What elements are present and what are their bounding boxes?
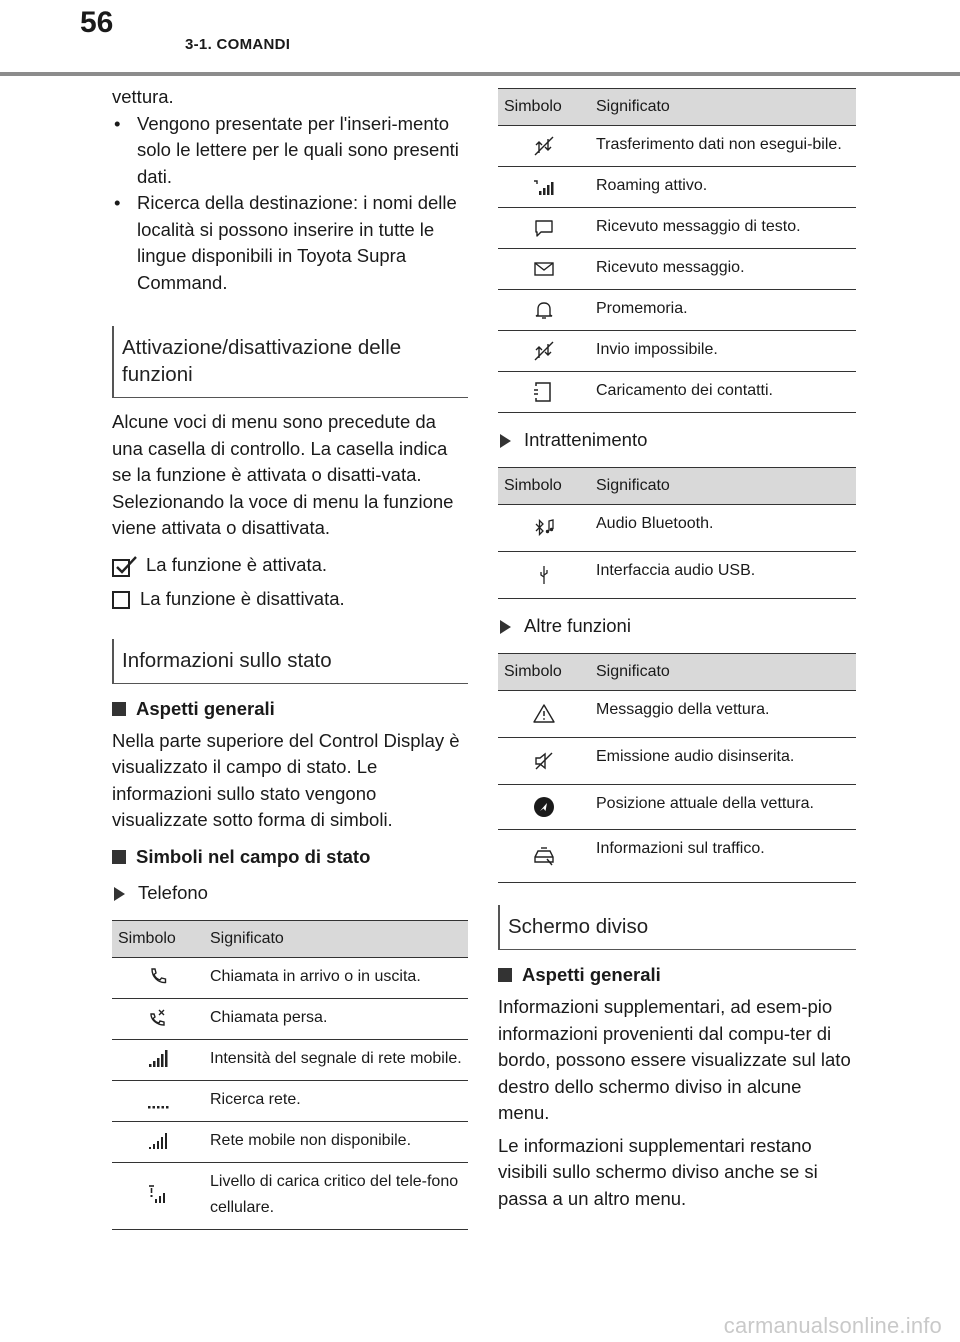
table-row: [498, 331, 856, 372]
network-search-icon: [146, 1088, 170, 1112]
meaning-cell: Intensità del segnale di rete mobile.: [204, 1039, 468, 1080]
column-header-symbol: Simbolo: [498, 468, 590, 505]
subheading-text: Aspetti generali: [522, 964, 661, 985]
right-column: [498, 88, 856, 1212]
bluetooth-audio-icon: [532, 516, 556, 540]
intro-text: vettura.: [112, 86, 174, 107]
meaning-cell: Interfaccia audio USB.: [590, 552, 856, 599]
phone-symbol-table-continued: [498, 88, 856, 413]
meaning-cell: Messaggio della vettura.: [590, 691, 856, 738]
phone-call-icon: [146, 965, 170, 989]
table-row: [498, 290, 856, 331]
phone-symbol-table: [112, 920, 468, 1230]
heading-activation: Attivazione/disattivazione delle funzioni: [112, 326, 468, 398]
table-row: [498, 830, 856, 883]
paragraph-split-info: Informazioni supplementari, ad esem-pio informazioni provenienti dal compu-ter di bordo, possono essere visualizzate sul lato destro dello schermo diviso in alcune menu.: [498, 996, 851, 1123]
category-text: Intrattenimento: [524, 429, 648, 450]
paragraph-checkbox-info: Alcune voci di menu sono precedute da una casella di controllo. La casella indica se la funzione è attivata o disatti-vata. Selezionando la voce di menu la funzione viene attivata o disattivata.: [112, 411, 454, 538]
subheading-text: Aspetti generali: [136, 697, 275, 719]
table-row: [112, 1039, 468, 1080]
meaning-cell: Posizione attuale della vettura.: [590, 785, 856, 830]
table-row: [498, 785, 856, 830]
category-other: [498, 613, 856, 639]
checked-row: [112, 552, 468, 579]
unchecked-row: [112, 586, 468, 613]
position-icon: [532, 795, 556, 819]
meaning-cell: Livello di carica critico del tele-fono cellulare.: [204, 1162, 468, 1229]
column-header-symbol: Simbolo: [498, 89, 590, 126]
checkbox-checked-icon: [112, 555, 138, 577]
subheading-text: Simboli nel campo di stato: [136, 845, 371, 867]
table-row: [498, 505, 856, 552]
category-text: Altre funzioni: [524, 615, 631, 636]
subheading-symbols: [112, 844, 468, 870]
table-row: [498, 249, 856, 290]
category-text: Telefono: [138, 881, 208, 903]
table-row: [498, 738, 856, 785]
meaning-cell: Ricerca rete.: [204, 1080, 468, 1121]
message-icon: [532, 257, 556, 281]
section-title: 3-1. COMANDI: [185, 36, 291, 53]
column-header-meaning: Significato: [590, 468, 856, 505]
meaning-cell: Rete mobile non disponibile.: [204, 1121, 468, 1162]
meaning-cell: Chiamata persa.: [204, 998, 468, 1039]
no-network-icon: [146, 1129, 170, 1153]
table-row: [498, 372, 856, 413]
column-header-symbol: Simbolo: [112, 920, 204, 957]
column-header-symbol: Simbolo: [498, 654, 590, 691]
heading-split-screen: Schermo diviso: [498, 905, 856, 950]
meaning-cell: Roaming attivo.: [590, 167, 856, 208]
bullet-item: • Ricerca della destinazione: i nomi delle località si possono inserire in tutte le lingue disponibili in Toyota Supra Command.: [114, 192, 457, 293]
paragraph-split-persist: Le informazioni supplementari restano visibili sullo schermo diviso anche se si passa a un altro menu.: [498, 1134, 818, 1209]
mute-icon: [532, 749, 556, 773]
page-number: 56: [80, 6, 114, 39]
roaming-icon: [532, 175, 556, 199]
unchecked-text: La funzione è disattivata.: [140, 588, 345, 609]
data-transfer-failed-icon: [532, 134, 556, 158]
meaning-cell: Informazioni sul traffico.: [590, 830, 856, 883]
meaning-cell: Caricamento dei contatti.: [590, 372, 856, 413]
table-row: [112, 998, 468, 1039]
meaning-cell: Ricevuto messaggio di testo.: [590, 208, 856, 249]
meaning-cell: Emissione audio disinserita.: [590, 738, 856, 785]
checked-text: La funzione è attivata.: [146, 553, 328, 575]
table-row: [112, 1162, 468, 1229]
table-row: [498, 167, 856, 208]
table-row: [112, 957, 468, 998]
meaning-cell: Ricevuto messaggio.: [590, 249, 856, 290]
entertainment-symbol-table: [498, 467, 856, 599]
contacts-loading-icon: [532, 380, 556, 404]
subheading-general: [112, 696, 468, 722]
left-column: [112, 84, 468, 1230]
send-failed-icon: [532, 339, 556, 363]
table-header-row: [112, 920, 468, 957]
bullet-text: Ricerca della destinazione: i nomi delle località si possono inserire in tutte le lingue disponibili in Toyota Supra Command.: [137, 192, 457, 293]
page-header: [0, 0, 960, 74]
table-row: [112, 1121, 468, 1162]
checkbox-unchecked-icon: [112, 590, 132, 610]
text-message-icon: [532, 216, 556, 240]
meaning-cell: Chiamata in arrivo o in uscita.: [204, 957, 468, 998]
heading-status-info: Informazioni sullo stato: [112, 639, 468, 684]
meaning-cell: Invio impossibile.: [590, 331, 856, 372]
usb-icon: [532, 563, 556, 587]
table-row: [498, 208, 856, 249]
meaning-cell: Promemoria.: [590, 290, 856, 331]
category-entertainment: [498, 427, 856, 453]
column-header-meaning: Significato: [590, 654, 856, 691]
table-row: [498, 126, 856, 167]
paragraph-status: Nella parte superiore del Control Display è visualizzato il campo di stato. Le informazioni sullo stato vengono visualizzate sotto forma di simboli.: [112, 729, 460, 830]
table-header-row: [498, 654, 856, 691]
traffic-info-icon: [532, 844, 556, 868]
reminder-icon: [532, 298, 556, 322]
table-row: [498, 552, 856, 599]
bullet-item: • Vengono presentate per l'inseri-mento solo le lettere per le quali sono presenti dati.: [114, 112, 459, 187]
low-battery-icon: [146, 1183, 170, 1207]
meaning-cell: Trasferimento dati non esegui-bile.: [590, 126, 856, 167]
signal-strength-icon: [146, 1047, 170, 1071]
category-phone: [112, 880, 468, 906]
table-header-row: [498, 468, 856, 505]
warning-icon: [532, 702, 556, 726]
other-symbol-table: [498, 653, 856, 883]
header-divider: [0, 72, 960, 76]
column-header-meaning: Significato: [590, 89, 856, 126]
table-row: [112, 1080, 468, 1121]
table-row: [498, 691, 856, 738]
watermark: carmanualsonline.info: [723, 1313, 942, 1338]
meaning-cell: Audio Bluetooth.: [590, 505, 856, 552]
column-header-meaning: Significato: [204, 920, 468, 957]
table-header-row: [498, 89, 856, 126]
bullet-text: Vengono presentate per l'inseri-mento solo le lettere per le quali sono presenti dati.: [137, 112, 459, 187]
missed-call-icon: [146, 1006, 170, 1030]
subheading-general-2: [498, 962, 856, 988]
